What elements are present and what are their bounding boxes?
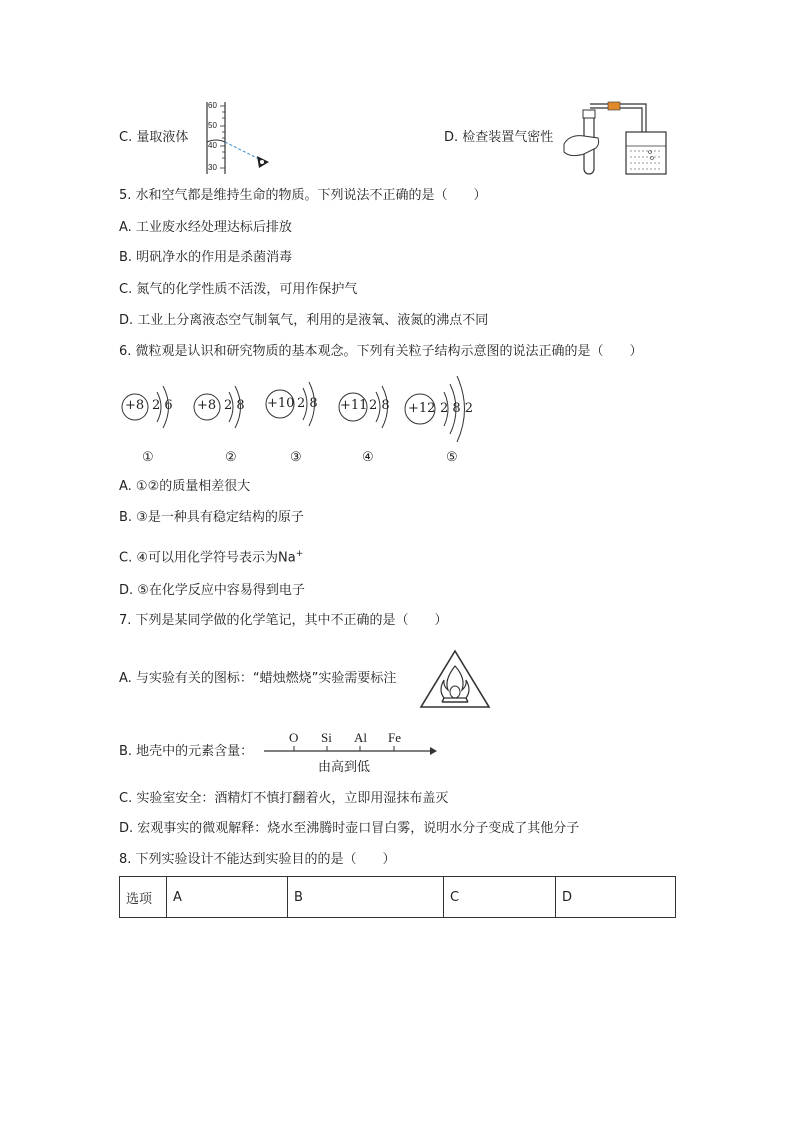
q8-stem: 8. 下列实验设计不能达到实验目的的是（ ） [119,852,396,867]
q4-option-c: C. 量取液体 [119,130,189,145]
q5-option-d: D. 工业上分离液态空气制氧气，利用的是液氧、液氮的沸点不同 [119,313,489,328]
q6-stem: 6. 微粒观是认识和研究物质的基本观念。下列有关粒子结构示意图的说法正确的是（ ） [119,344,643,359]
table-header-option: 选项 [120,877,167,918]
particle-3-electrons: 2 8 [297,396,318,411]
q7-option-a: A. 与实验有关的图标：“蜡烛燃烧”实验需要标注 [119,671,397,686]
particle-1-nucleus: +8 [125,398,145,413]
arrow-caption: 由高到低 [318,760,371,775]
tick-60: 60 [208,101,217,110]
q5-stem: 5. 水和空气都是维持生命的物质。下列说法不正确的是（ ） [119,188,487,203]
table-row [120,877,676,918]
particle-5-number: ⑤ [446,450,458,465]
q7-option-c: C. 实验室安全：酒精灯不慎打翻着火，立即用湿抹布盖灭 [119,791,449,806]
q6-option-c-text: C. ④可以用化学符号表示为Na [119,550,296,566]
particle-4-electrons: 2 8 [369,398,390,413]
q7-stem: 7. 下列是某同学做的化学笔记，其中不正确的是（ ） [119,613,448,628]
q8-options-table [119,876,676,918]
table-header-a: A [167,877,288,918]
q5-option-a: A. 工业废水经处理达标后排放 [119,220,292,235]
q6-option-d: D. ⑤在化学反应中容易得到电子 [119,583,305,598]
table-header-c: C [444,877,556,918]
flame-hazard-icon [418,648,492,710]
particle-5-electrons: 2 8 2 [440,401,474,416]
q5-option-b: B. 明矾净水的作用是杀菌消毒 [119,250,293,265]
particle-2-electrons: 2 8 [224,398,245,413]
particle-1-electrons: 2 6 [152,398,173,413]
particle-2-nucleus: +8 [197,398,217,413]
q5-option-c: C. 氮气的化学性质不活泼，可用作保护气 [119,282,358,297]
particle-5-nucleus: +12 [408,401,436,416]
particle-2-number: ② [225,450,237,465]
particle-4-number: ④ [362,450,374,465]
element-o: O [289,730,299,745]
table-header-b: B [288,877,444,918]
q6-option-a: A. ①②的质量相差很大 [119,479,251,494]
tick-40: 40 [208,141,217,150]
tick-30: 30 [208,163,217,172]
q7-option-b: B. 地壳中的元素含量： [119,744,254,759]
q6-option-c [119,545,303,567]
table-header-d: D [556,877,676,918]
q7-option-d: D. 宏观事实的微观解释：烧水至沸腾时壶口冒白雾，说明水分子变成了其他分子 [119,821,580,836]
particle-1-number: ① [142,450,154,465]
airtightness-apparatus-figure [560,96,672,180]
q6-option-b: B. ③是一种具有稳定结构的原子 [119,510,304,525]
eye-icon [257,156,269,168]
particle-3-number: ③ [290,450,302,465]
q4-option-d: D. 检查装置气密性 [444,130,554,145]
element-si: Si [321,730,332,745]
tick-50: 50 [208,121,217,130]
particle-3-nucleus: +10 [267,396,295,411]
element-fe: Fe [388,730,401,745]
charge-superscript: + [295,549,304,559]
particle-4-nucleus: +11 [340,398,368,413]
element-al: Al [354,730,367,745]
